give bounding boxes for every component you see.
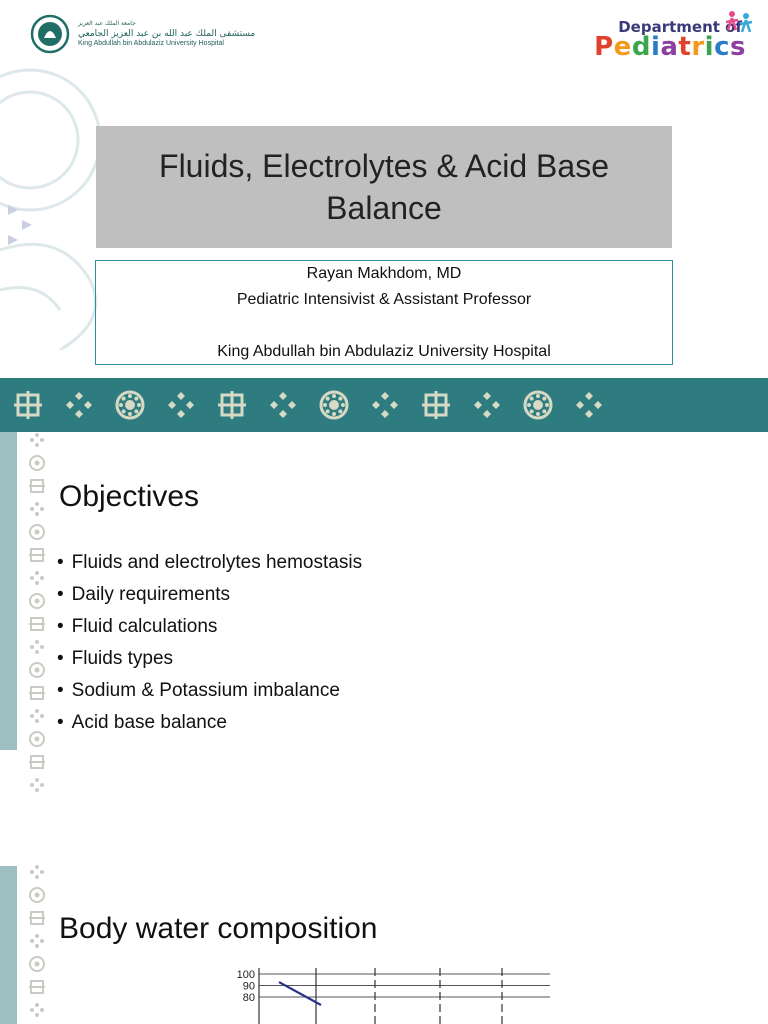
- pattern-motif: [14, 391, 42, 419]
- side-motif: [30, 502, 44, 516]
- side-strip: [0, 866, 17, 1024]
- side-motif: [30, 732, 44, 746]
- list-item: • Fluid calculations: [57, 611, 362, 643]
- slide-title: Body water composition: [59, 912, 378, 945]
- pattern-motif: [576, 392, 602, 418]
- dept-logo-line1: Department of: [618, 18, 742, 36]
- objectives-list: [57, 547, 362, 739]
- decorative-band: [0, 378, 768, 432]
- pattern-motif: [422, 391, 450, 419]
- pattern-motif: [66, 392, 92, 418]
- side-motif: [29, 756, 45, 768]
- hospital-name-arabic-top: جامعة الملك عبد العزيز: [78, 20, 136, 27]
- list-item: • Fluids types: [57, 643, 362, 675]
- side-motif: [30, 957, 44, 971]
- list-item: • Acid base balance: [57, 707, 362, 739]
- author-name: Rayan Makhdom, MD: [306, 265, 462, 282]
- author-role: Pediatric Intensivist & Assistant Professor: [236, 291, 532, 308]
- pattern-motif: [372, 392, 398, 418]
- list-item: • Daily requirements: [57, 579, 362, 611]
- pattern-motif: [474, 392, 500, 418]
- side-motif: [29, 549, 45, 561]
- side-motif: [29, 912, 45, 924]
- pattern-motif: [218, 391, 246, 419]
- side-pattern-icon: [26, 864, 48, 1024]
- side-motif: [30, 456, 44, 470]
- slide-title: Objectives: [59, 480, 200, 513]
- side-strip: [0, 432, 17, 750]
- title-slide: [0, 0, 768, 432]
- side-motif: [29, 687, 45, 699]
- side-motif: [30, 663, 44, 677]
- side-motif: [30, 778, 44, 792]
- title-box: [96, 126, 672, 248]
- pattern-motif: [525, 392, 551, 418]
- body-water-slide: [0, 864, 768, 1024]
- pattern-motif: [321, 392, 347, 418]
- side-motif: [30, 709, 44, 723]
- side-motif: [30, 594, 44, 608]
- side-motif: [30, 1003, 44, 1017]
- y-tick-label: 80: [242, 992, 255, 1004]
- body-water-chart: [225, 968, 555, 1024]
- side-motif: [30, 640, 44, 654]
- pattern-motif: [168, 392, 194, 418]
- side-motif: [30, 433, 44, 447]
- pattern-motif: [117, 392, 143, 418]
- hospital-name-arabic: مستشفى الملك عبد الله بن عبد العزيز الجامعي: [78, 29, 256, 39]
- side-pattern-icon: [26, 432, 48, 802]
- hospital-logo: [30, 14, 255, 54]
- list-item: • Fluids and electrolytes hemostasis: [57, 547, 362, 579]
- y-tick-label: 100: [236, 969, 255, 981]
- author-affiliation: King Abdullah bin Abdulaziz University Hospital: [217, 343, 551, 360]
- hospital-emblem-icon: [30, 14, 70, 54]
- side-motif: [30, 888, 44, 902]
- children-figures-icon: [724, 10, 754, 34]
- objectives-slide: [0, 432, 768, 864]
- presentation-title: Fluids, Electrolytes & Acid Base Balance: [159, 148, 609, 226]
- author-box: [95, 260, 673, 365]
- side-motif: [29, 480, 45, 492]
- side-motif: [30, 525, 44, 539]
- pattern-icon: [0, 378, 768, 432]
- side-motif: [29, 618, 45, 630]
- list-item: • Sodium & Potassium imbalance: [57, 675, 362, 707]
- side-motif: [30, 571, 44, 585]
- y-tick-label: 90: [242, 980, 255, 993]
- dept-logo-line2: Pediatrics: [594, 32, 746, 62]
- hospital-name-english: King Abdullah bin Abdulaziz University Hospital: [78, 40, 224, 47]
- pattern-motif: [270, 392, 296, 418]
- side-motif: [30, 934, 44, 948]
- side-motif: [29, 981, 45, 993]
- side-motif: [30, 865, 44, 879]
